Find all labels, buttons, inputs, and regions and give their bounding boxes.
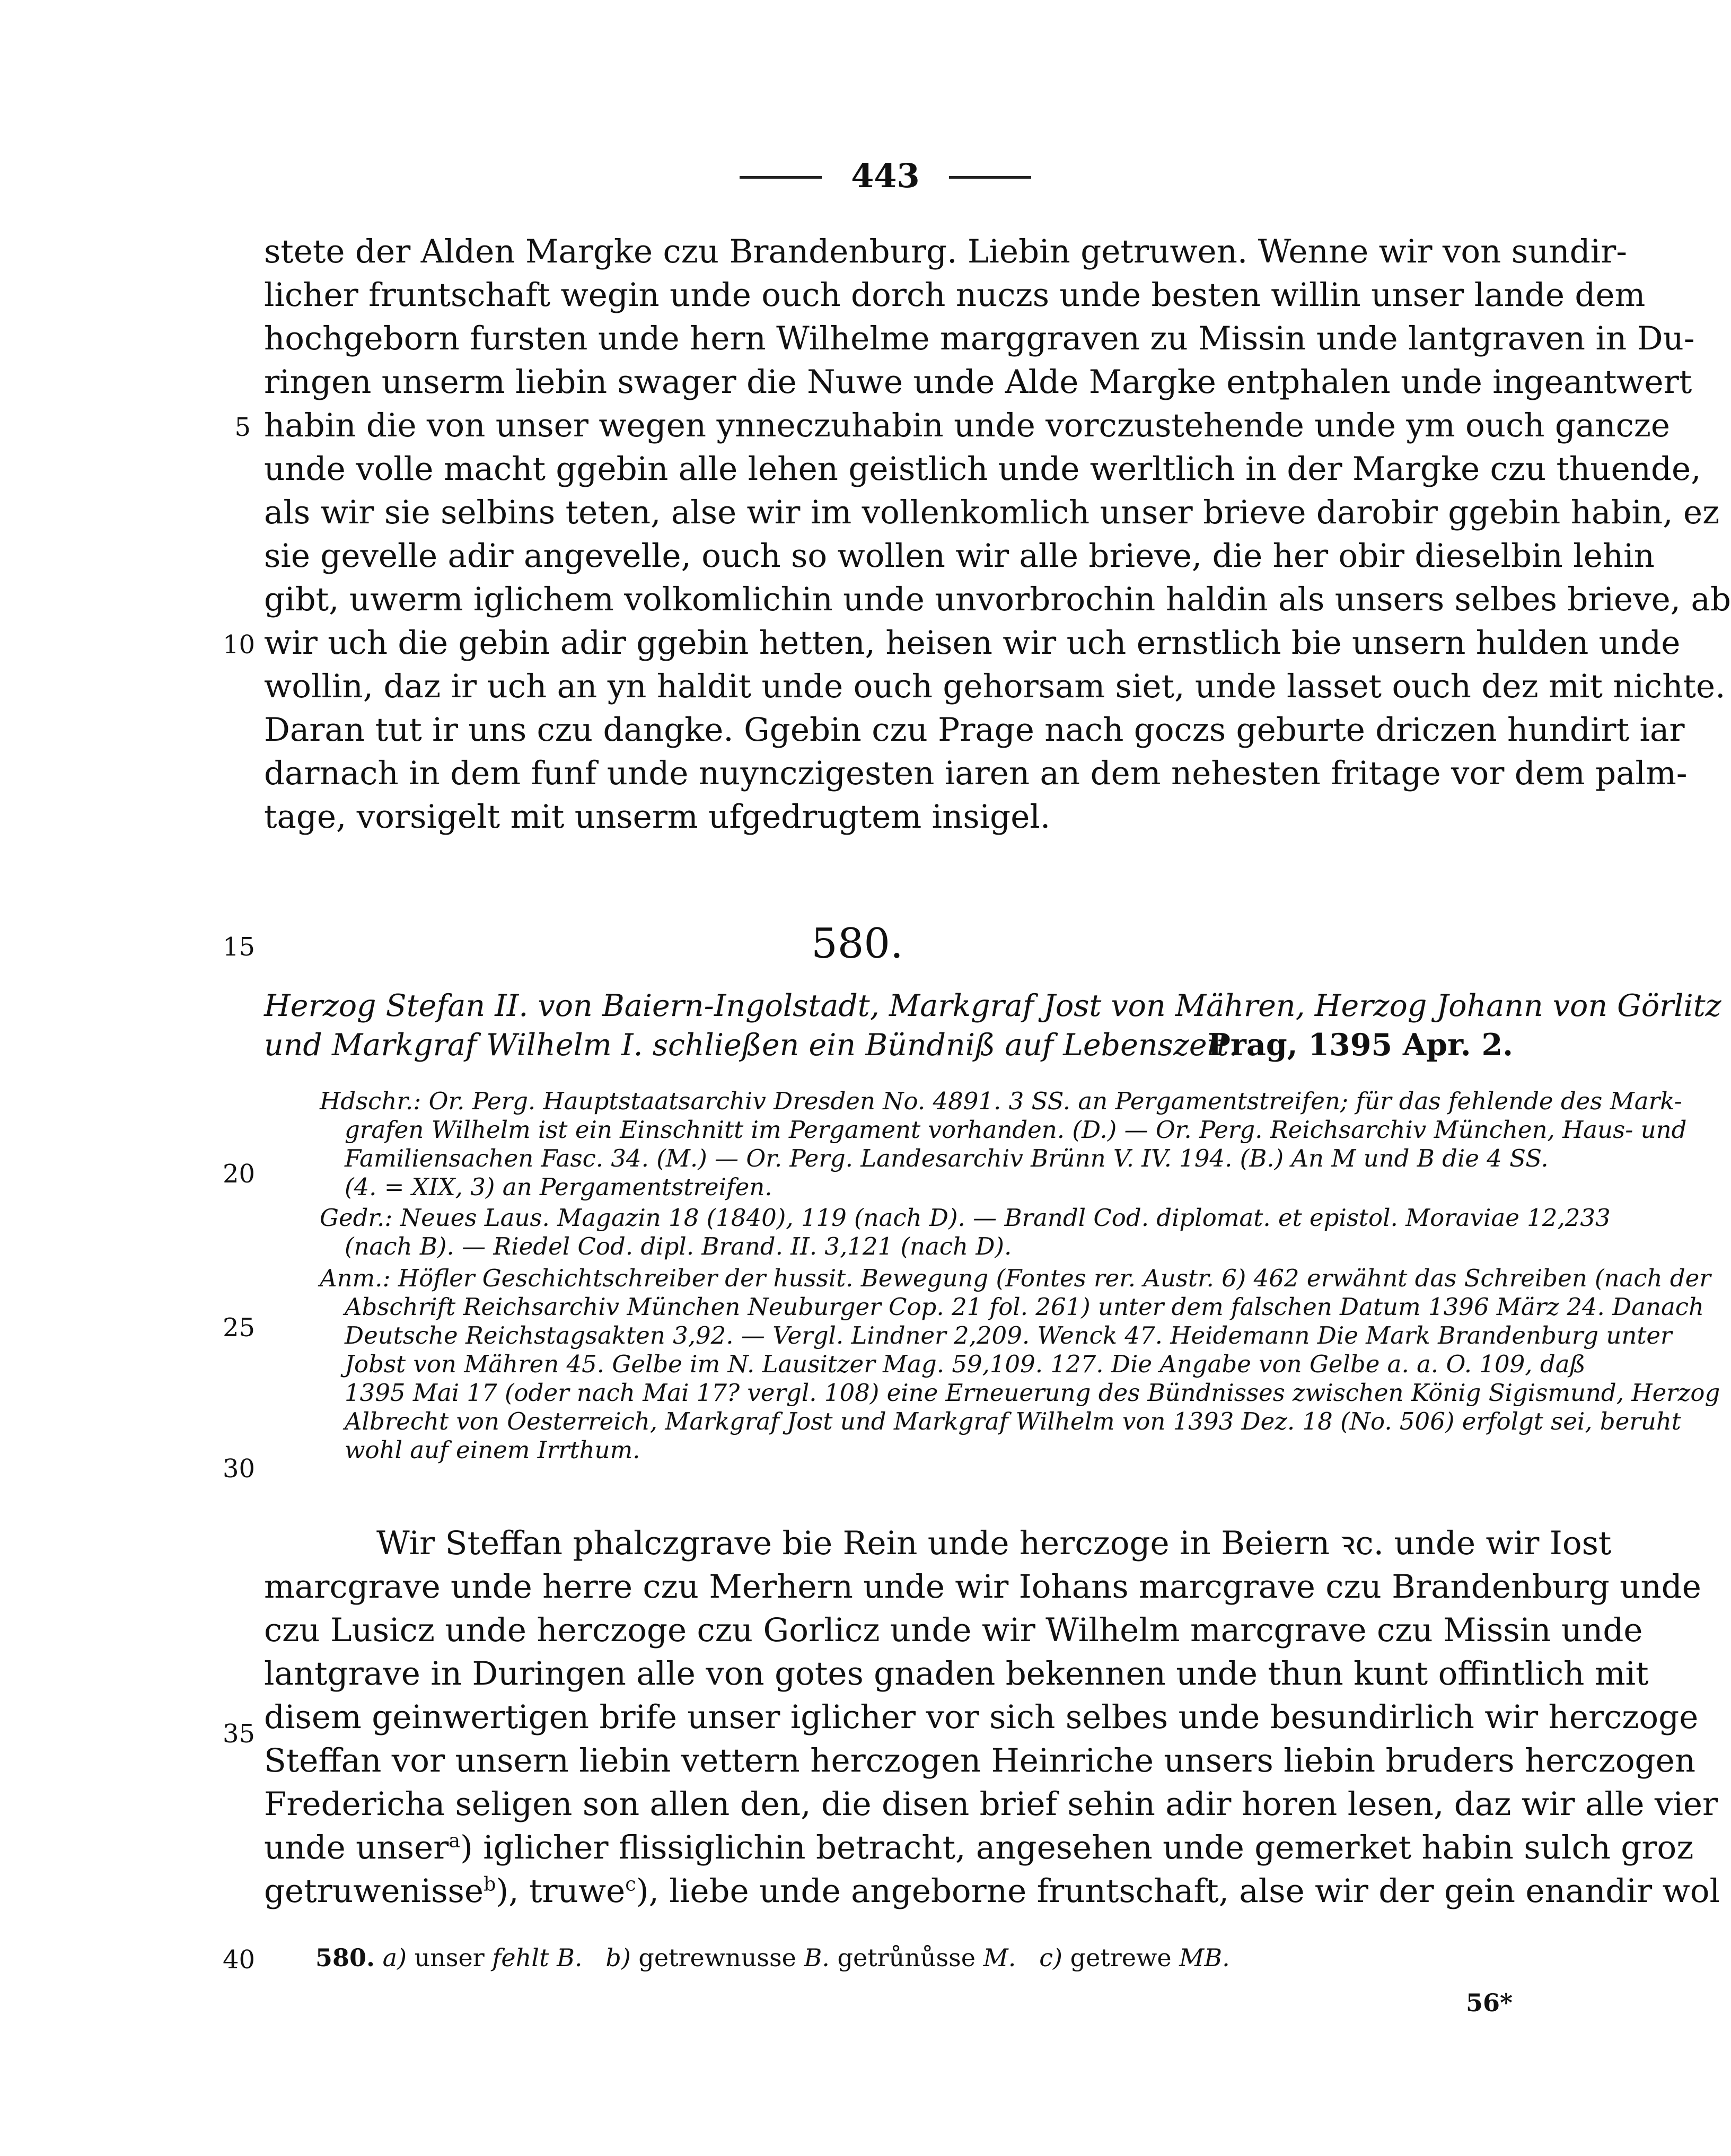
text-line: habin die von unser wegen ynneczuhabin unde vorczustehende unde ym ouch gancze <box>264 407 1671 444</box>
footnote-note: M. <box>983 1943 1016 1972</box>
apparatus-line: Hdschr.: Or. Perg. Hauptstaatsarchiv Dresden No. 4891. 3 SS. an Pergamentstreifen; für das fehlende des Mark- <box>320 1087 1682 1115</box>
apparatus-line: Jobst von Mähren 45. Gelbe im N. Lausitzer Mag. 59,109. 127. Die Angabe von Gelbe a. a. O. 109, daß <box>345 1350 1586 1378</box>
text-line: stete der Alden Margke czu Brandenburg. Liebin getruwen. Wenne wir von sundir- <box>264 233 1627 270</box>
header-rule-left <box>740 176 822 179</box>
line-number: 15 <box>223 932 256 962</box>
footnote-marker-a: a <box>449 1829 461 1852</box>
text-line: Fredericha seligen son allen den, die disen brief sehin adir horen lesen, daz wir alle vier <box>264 1785 1718 1823</box>
apparatus-line: (4. = XIX, 3) an Pergamentstreifen. <box>345 1173 772 1201</box>
footnote-note: MB. <box>1179 1943 1230 1972</box>
header-rule-right <box>949 176 1031 179</box>
line-number: 40 <box>223 1945 256 1975</box>
text-segment: ), truwe <box>496 1872 626 1910</box>
line-number: 10 <box>223 630 256 660</box>
footnote-text: getrůnůsse <box>837 1943 976 1972</box>
text-line: disem geinwertigen brife unser iglicher vor sich selbes unde besundirlich wir herczoge <box>264 1698 1699 1736</box>
apparatus-line: (nach B). — Riedel Cod. dipl. Brand. II. 3,121 (nach D). <box>345 1232 1012 1260</box>
text-segment: ) iglicher flissiglichin betracht, angesehen unde gemerket habin sulch groz <box>460 1829 1694 1866</box>
text-segment: unde unser <box>264 1829 449 1866</box>
document-date: Prag, 1395 Apr. 2. <box>1208 1027 1513 1063</box>
line-number: 30 <box>223 1454 256 1484</box>
apparatus-line: Anm.: Höfler Geschichtschreiber der hussit. Bewegung (Fontes rer. Austr. 6) 462 erwähnt das Schreiben (nach der <box>320 1264 1711 1292</box>
text-line: gibt, uwerm iglichem volkomlichin unde unvorbrochin haldin als unsers selbes brieve, ab <box>264 581 1731 618</box>
apparatus-line: wohl auf einem Irrthum. <box>345 1436 640 1464</box>
text-line: sie gevelle adir angevelle, ouch so wollen wir alle brieve, die her obir dieselbin lehin <box>264 537 1655 575</box>
line-number: 5 <box>234 413 251 442</box>
text-line <box>264 1870 1720 1913</box>
apparatus-line: Familiensachen Fasc. 34. (M.) — Or. Perg. Landesarchiv Brünn V. IV. 194. (B.) An M und B die 4 SS. <box>345 1144 1549 1172</box>
apparatus-line: grafen Wilhelm ist ein Einschnitt im Pergament vorhanden. (D.) — Or. Perg. Reichsarchiv München, Haus- und <box>345 1116 1687 1144</box>
footnote-note: fehlt B. <box>492 1943 583 1972</box>
page-number: 443 <box>851 156 920 195</box>
footnote-label: 580. <box>315 1943 375 1972</box>
apparatus-line: Gedr.: Neues Laus. Magazin 18 (1840), 119 (nach D). — Brandl Cod. diplomat. et epistol. Moraviae 12,233 <box>320 1204 1611 1232</box>
text-line: tage, vorsigelt mit unserm ufgedrugtem insigel. <box>264 798 1051 836</box>
footnote-text: getrewnusse <box>638 1943 796 1972</box>
line-number: 35 <box>223 1719 256 1749</box>
regest-line: und Markgraf Wilhelm I. schließen ein Bündniß auf Lebenszeit. <box>264 1028 1238 1063</box>
text-line: Wir Steffan phalczgrave bie Rein unde herczoge in Beiern ꝛc. unde wir Iost <box>376 1524 1612 1562</box>
text-line: darnach in dem funf unde nuynczigesten iaren an dem nehesten fritage vor dem palm- <box>264 755 1688 792</box>
text-line: Daran tut ir uns czu dangke. Ggebin czu Prage nach goczs geburte driczen hundirt iar <box>264 711 1685 749</box>
line-number: 20 <box>223 1159 256 1189</box>
signature-mark: 56* <box>1466 1988 1513 2017</box>
text-line: czu Lusicz unde herczoge czu Gorlicz unde wir Wilhelm marcgrave czu Missin unde <box>264 1611 1643 1649</box>
text-line: hochgeborn fursten unde hern Wilhelme marggraven zu Missin unde lantgraven in Du- <box>264 320 1695 357</box>
text-line: wollin, daz ir uch an yn haldit unde ouch gehorsam siet, unde lasset ouch dez mit nichte. <box>264 668 1726 705</box>
footnote-key: a) <box>382 1943 407 1972</box>
apparatus-line: Abschrift Reichsarchiv München Neuburger Cop. 21 fol. 261) unter dem falschen Datum 1396 März 24. Danach <box>345 1293 1704 1321</box>
footnote-text: unser <box>414 1943 485 1972</box>
footnote-key: b) <box>605 1943 631 1972</box>
footnote-marker-c: c <box>625 1872 636 1896</box>
line-number: 25 <box>223 1313 256 1343</box>
text-line: licher fruntschaft wegin unde ouch dorch nuczs unde besten willin unser lande dem <box>264 276 1646 314</box>
text-line: lantgrave in Duringen alle von gotes gnaden bekennen unde thun kunt offintlich mit <box>264 1655 1649 1693</box>
footnote-key: c) <box>1039 1943 1062 1972</box>
text-line <box>264 1826 1694 1870</box>
text-line: Steffan vor unsern liebin vettern herczogen Heinriche unsers liebin bruders herczogen <box>264 1742 1695 1780</box>
apparatus-line: Deutsche Reichstagsakten 3,92. — Vergl. Lindner 2,209. Wenck 47. Heidemann Die Mark Brandenburg unter <box>345 1321 1672 1349</box>
text-segment: getruwenisse <box>264 1872 484 1910</box>
footnote-marker-b: b <box>483 1872 496 1896</box>
text-line: ringen unserm liebin swager die Nuwe unde Alde Margke entphalen unde ingeantwert <box>264 363 1692 401</box>
footnote-text: getrewe <box>1070 1943 1172 1972</box>
apparatus-line: Albrecht von Oesterreich, Markgraf Jost und Markgraf Wilhelm von 1393 Dez. 18 (No. 506) erfolgt sei, beruht <box>345 1407 1681 1435</box>
footnotes <box>315 1942 1230 1974</box>
text-line: marcgrave unde herre czu Merhern unde wir Iohans marcgrave czu Brandenburg unde <box>264 1568 1701 1606</box>
regest-line: Herzog Stefan II. von Baiern-Ingolstadt, Markgraf Jost von Mähren, Herzog Johann von Görlitz <box>264 988 1721 1023</box>
text-segment: ), liebe unde angeborne fruntschaft, alse wir der gein enandir wol <box>636 1872 1720 1910</box>
apparatus-line: 1395 Mai 17 (oder nach Mai 17? vergl. 108) eine Erneuerung des Bündnisses zwischen König Sigismund, Herzog <box>345 1379 1720 1407</box>
document-number: 580. <box>811 920 903 968</box>
page-header <box>740 155 1031 197</box>
footnote-note: B. <box>804 1943 830 1972</box>
text-line: als wir sie selbins teten, alse wir im vollenkomlich unser brieve darobir ggebin habin, ez <box>264 494 1720 531</box>
text-line: wir uch die gebin adir ggebin hetten, heisen wir uch ernstlich bie unsern hulden unde <box>264 624 1681 662</box>
text-line: unde volle macht ggebin alle lehen geistlich unde werltlich in der Margke czu thuende, <box>264 450 1701 488</box>
